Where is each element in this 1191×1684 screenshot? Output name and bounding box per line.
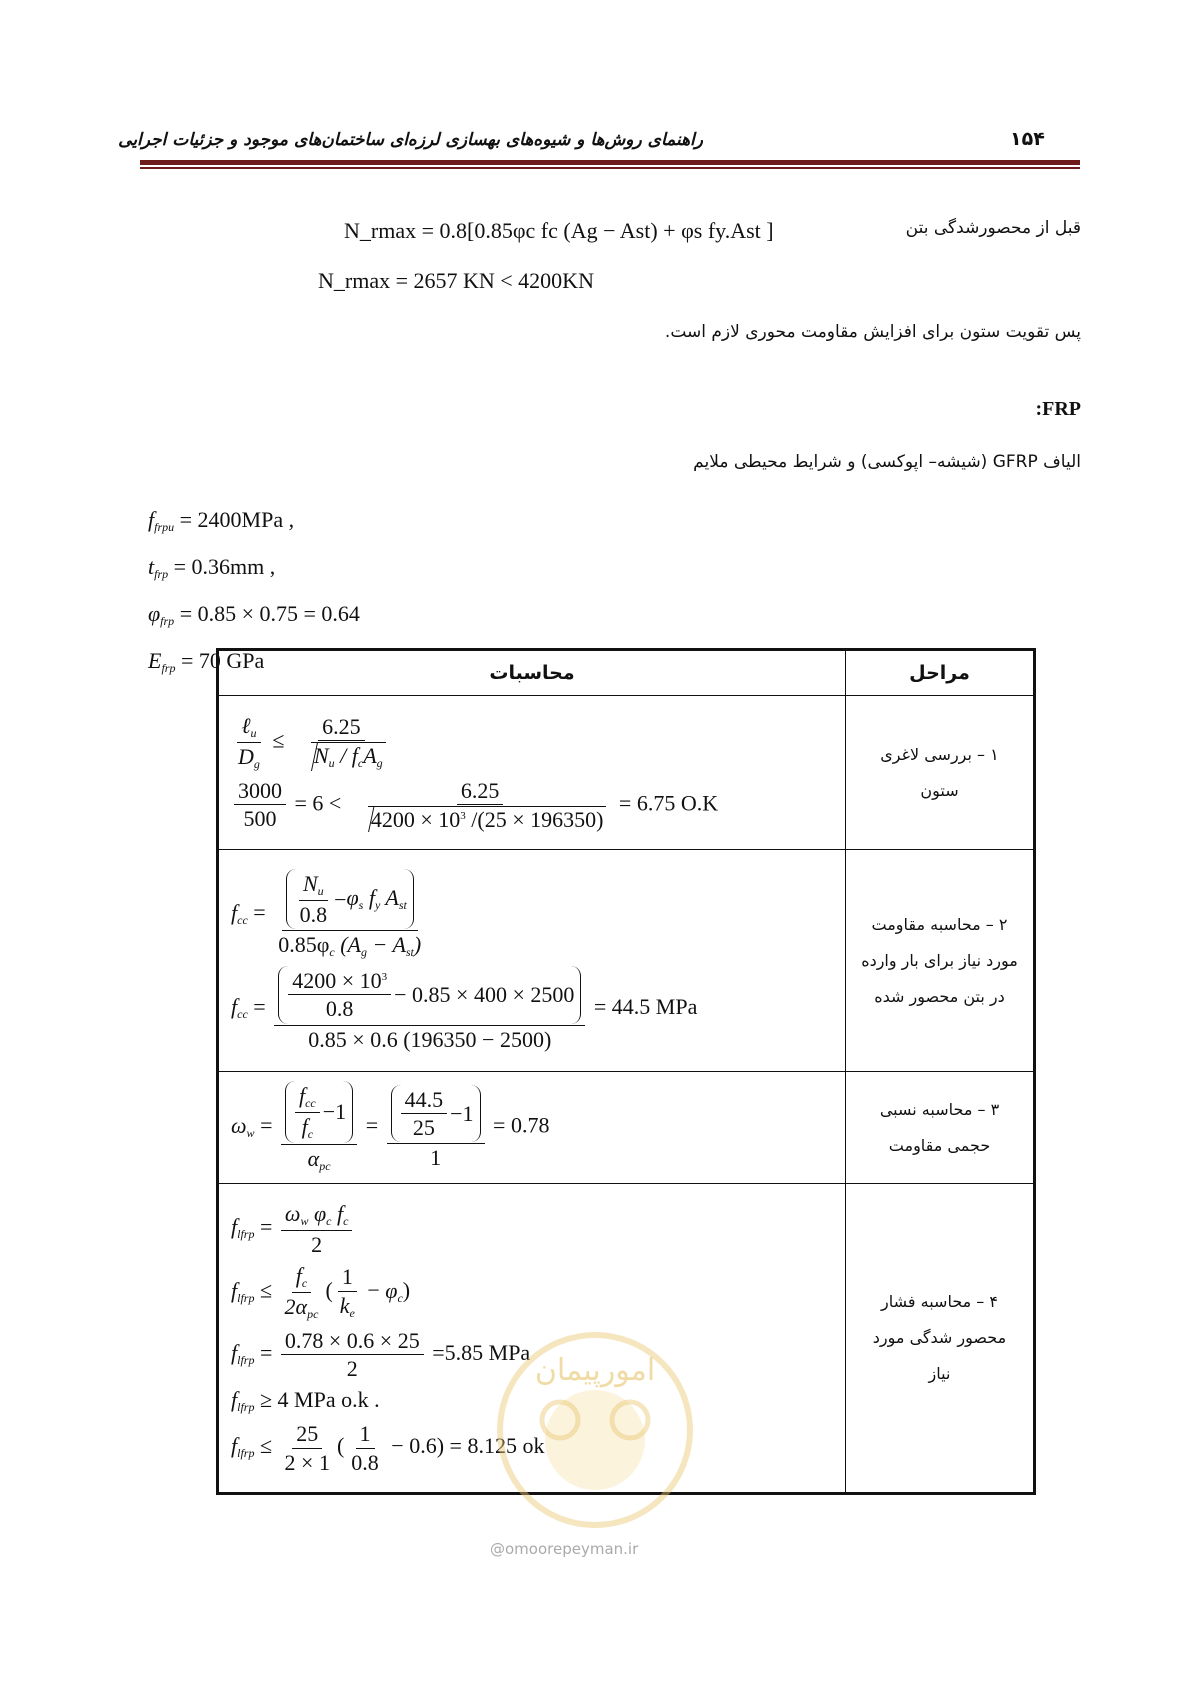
step-1: ۱ – بررسی لاغری ستون [846,696,1035,850]
step-2: ۲ – محاسبه مقاومت مورد نیاز برای بار وارده در بتن محصور شده [846,850,1035,1072]
page-number: ۱۵۴ [1010,128,1045,150]
fiber-description: الیاف GFRP (شیشه– اپوکسی) و شرایط محیطی ملایم [693,452,1081,472]
col-calc-header: محاسبات [218,650,846,696]
prop-efrp: $E_{frp} = 70$ GPa [148,648,265,675]
svg-text:امورپیمان: امورپیمان [534,1353,656,1388]
prop-tfrp: $t_{frp} = 0.36mm$ , [148,554,276,581]
watermark-site: @omoorepeyman.ir [490,1540,639,1558]
col-steps-header: مراحل [846,650,1035,696]
step-4: ۴ – محاسبه فشار محصور شدگی مورد نیاز [846,1184,1035,1494]
prop-phifrp: $\varphi_{frp} = 0.85 \times 0.75 = 0.64$ [148,601,360,628]
frp-heading: :FRP [1035,398,1081,420]
eq-before-confinement [906,218,1081,238]
eq-nrmax-formula: N_rmax = 0.8[0.85φc fc (Ag − Ast) + φs fy.Ast ] [344,218,774,243]
prop-ffrpu: $f_{frpu} = 2400MPa$ , [148,507,295,534]
calc-required-strength: $f_{cc}$ = $\frac{N_u}{0.8}$ − $\varphi_s$ $f_y$ $A_{st}$ $0.85\varphi_c$ $(A_g - A_{st})$ $f_{cc}$ = $\frac{4200 \times 10^3}{0.8}$ − 0.85 × 400 × 2500 0.85 × 0.6 (196350 − 2500) = 44.5 MPa [218,850,846,1072]
conclusion-text: پس تقویت ستون برای افزایش مقاومت محوری لازم است. [664,322,1081,342]
step-3: ۳ – محاسبه نسبی حجمی مقاومت [846,1072,1035,1184]
running-header-title: راهنمای روش‌ها و شیوه‌های بهسازی لرزه‌ای ساختمان‌های موجود و جزئیات اجرایی [118,130,703,150]
calc-confinement-pressure: $f_{lfrp}$ = $\frac{\omega_w \varphi_c f_c}{2}$ $f_{lfrp}$ ≤ $\frac{f_c}{2\alpha_{pc}}$ ( $\frac{1}{k_e}$ − $\varphi_c$) $f_{lfrp}$ = $\frac{0.78 \times 0.6 \times 25}{2}$ =5.85 MPa $f_{lfrp} \ge 4$ MPa o.k . $f_{lfrp}$ ≤ $\frac{25}{2 \times 1}$ ( $\frac{1}{0.8}$ − 0.6) = 8.125 ok [218,1184,846,1494]
header-rule-thick [140,160,1080,165]
calc-slenderness: $\frac{\ell_u}{D_g}$ ≤ $\frac{6.25}{N_u / f_cA_g}$ $\frac{3000}{500}$ = 6 < $\frac{6.25}{4200 \times 10^3 /(25 \times 196350)}$ = 6.75 O.K [218,696,846,850]
watermark-seal-icon [480,1320,710,1540]
watermark-logo [480,1320,710,1540]
calc-volumetric-ratio: $\omega_w$ = $\frac{f_{cc}}{f_c}$ −1 $\alpha_{pc}$ = $\frac{44.5}{25}$ −1 1 = 0.78 [218,1072,846,1184]
eq-nrmax-value: N_rmax = 2657 KN < 4200KN [318,268,594,293]
header-rule-thin [140,167,1080,169]
label-before-confinement: قبل از محصورشدگی بتن [905,218,1081,238]
